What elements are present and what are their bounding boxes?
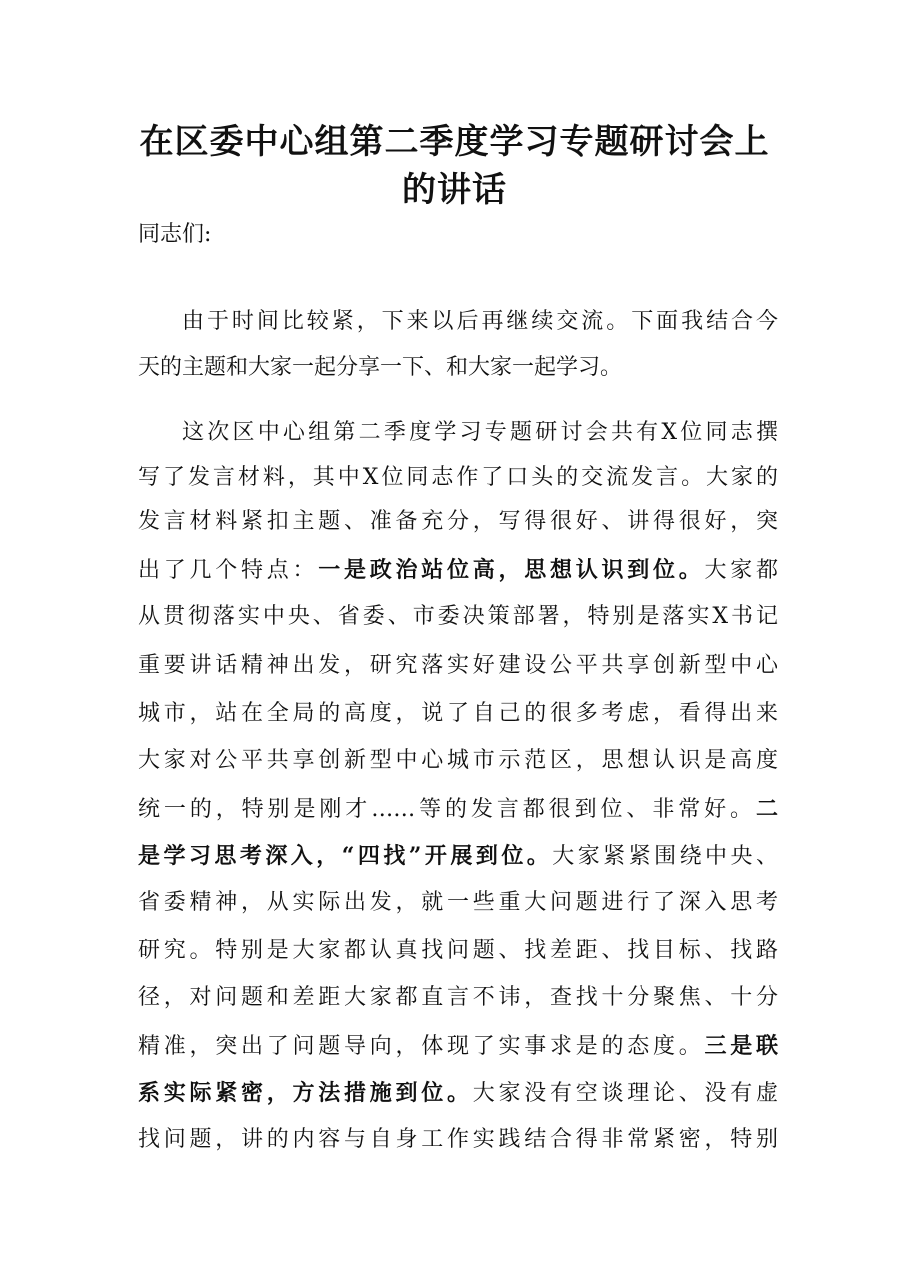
paragraph-line: 找问题，讲的内容与自身工作实践结合得非常紧密，特别 — [138, 1127, 778, 1152]
paragraph-line: 天的主题和大家一起分享一下、和大家一起学习。 — [138, 355, 623, 380]
paragraph-line: 研究。特别是大家都认真找问题、找差距、找目标、找路 — [138, 938, 778, 963]
paragraph-line: 省委精神，从实际出发，就一些重大问题进行了深入思考 — [138, 890, 778, 915]
paragraph-line: 重要讲话精神出发，研究落实好建设公平共享创新型中心 — [138, 653, 778, 678]
paragraph-line — [138, 831, 778, 881]
paragraph-line — [138, 1068, 778, 1118]
bold-heading-run: 系实际紧密，方法措施到位。 — [138, 1080, 473, 1106]
paragraph-line: 由于时间比较紧，下来以后再继续交流。下面我结合今 — [182, 309, 778, 334]
paragraph-line: 从贯彻落实中央、省委、市委决策部署，特别是落实X书记 — [138, 604, 778, 629]
text-run: 大家紧紧围绕中央、 — [552, 844, 778, 869]
paragraph-line — [138, 1021, 778, 1071]
paragraph-line — [138, 784, 778, 834]
bold-heading-run: 三是联 — [704, 1033, 778, 1059]
paragraph-line: 这次区中心组第二季度学习专题研讨会共有X位同志撰 — [182, 420, 778, 445]
document-title-continued: 的讲话 — [402, 170, 507, 210]
bold-heading-run: 二 — [755, 796, 778, 822]
paragraph-line: 径，对问题和差距大家都直言不讳，查找十分聚焦、十分 — [138, 985, 778, 1010]
text-run: 精准，突出了问题导向，体现了实事求是的态度。 — [138, 1034, 705, 1059]
document-title: 在区委中心组第二季度学习专题研讨会上 — [139, 122, 770, 162]
paragraph-line: 发言材料紧扣主题、准备充分，写得很好、讲得很好，突 — [138, 509, 778, 534]
paragraph-line: 写了发言材料，其中X位同志作了口头的交流发言。大家的 — [138, 465, 778, 490]
paragraph-line: 大家对公平共享创新型中心城市示范区，思想认识是高度 — [138, 748, 778, 773]
bold-heading-run: 一是政治站位高，思想认识到位。 — [318, 557, 705, 583]
paragraph-line — [138, 545, 778, 595]
text-run: 大家没有空谈理论、没有虚 — [472, 1081, 778, 1106]
greeting: 同志们: — [138, 222, 212, 247]
text-run: 出了几个特点： — [138, 558, 319, 583]
text-run: 统一的，特别是刚才……等的发言都很到位、非常好。 — [138, 797, 756, 822]
bold-heading-run: 是学习思考深入，“四找”开展到位。 — [138, 843, 553, 869]
text-run: 大家都 — [704, 558, 778, 583]
paragraph-line: 城市，站在全局的高度，说了自己的很多考虑，看得出来 — [138, 701, 778, 726]
